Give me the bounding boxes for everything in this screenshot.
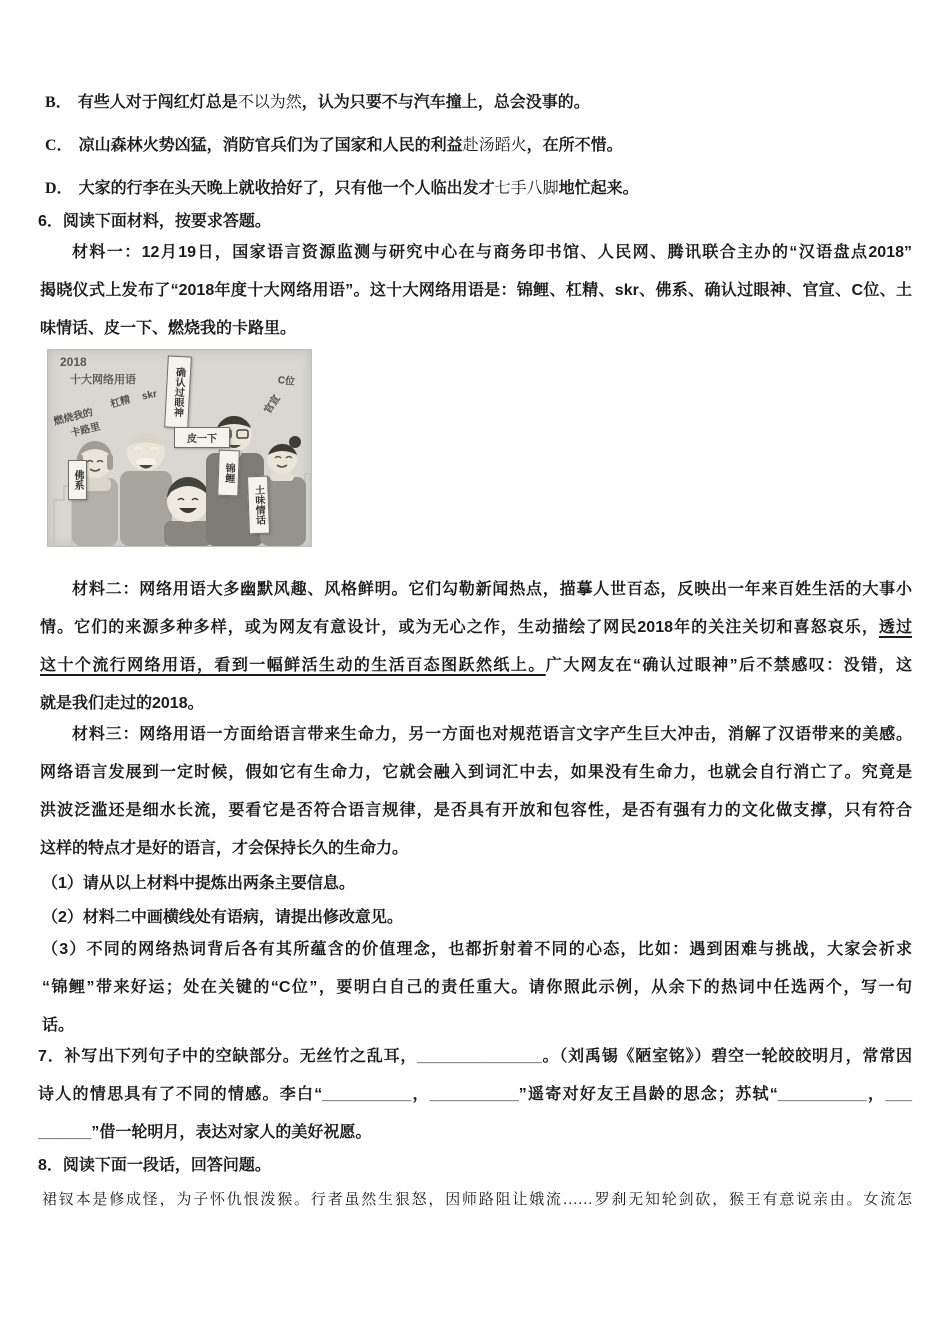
text-line: 话。 [42,1017,75,1034]
material-3 [40,716,912,868]
text-line: 洪波泛滥还是细水长流，要看它是否符合语言规律，是否具有开放和包容性，是否有强有力的文化做支撑，只有符合 [40,802,912,819]
cartoon-year-label: 2018 [60,355,87,369]
text-line [40,609,912,647]
choice-c-idiom: 赴汤蹈火 [462,137,527,154]
choice-d-label: D． [45,180,73,197]
text-line: 网络语言发展到一定时候，假如它有生命力，它就会融入到词汇中去，如果没有生命力，也就会自行消亡了。究竟是 [40,764,912,781]
text-line: 材料三：网络用语一方面给语言带来生命力，另一方面也对规范语言文字产生巨大冲击，消解了汉语带来的美感。 [72,726,912,743]
text-line: 7．补写出下列句子中的空缺部分。无丝竹之乱耳，______________。（刘禹锡《陋室铭》）碧空一轮皎皎明月，常常因 [38,1048,912,1065]
material2-underlined-start: 透过 [878,619,912,636]
text-line: 揭晓仪式上发布了“2018年度十大网络用语”。这十大网络用语是：锦鲤、杠精、skr、佛系、确认过眼神、官宣、C位、土 [40,282,912,299]
question-7 [38,1038,912,1152]
top-ten-slang-cartoon [47,349,312,547]
question-6-sub1: （1）请从以上材料中提炼出两条主要信息。 [42,875,355,892]
question-6-sub3 [42,931,912,1045]
sign-tuweiqinghua: 土味情话 [247,476,270,535]
choice-c-label: C． [45,137,73,154]
label-ranshaowode: 燃烧我的 [52,407,95,428]
text-line: 就是我们走过的2018。 [40,695,204,712]
text-line: 味情话、皮一下、燃烧我的卡路里。 [40,320,297,337]
material-1 [40,234,912,348]
choice-c-text-post: ，在所不惜。 [526,137,623,154]
text-line: 这样的特点才是好的语言，才会保持长久的生命力。 [40,840,409,857]
material2-line2-text: 情。它们的来源多种多样，或为网友有意设计，或为无心之作，生动描绘了网民2018年的关注关切和喜怒哀乐， [40,619,879,636]
label-skr: skr [141,388,158,403]
question-6-stem: 6．阅读下面材料，按要求答题。 [38,213,271,230]
material2-line3-text: 广大网友在“确认过眼神”后不禁感叹：没错，这 [545,657,912,674]
text-line: 诗人的情思具有了不同的情感。李白“__________，__________”遥寄对好友王昌龄的思念；苏轼“__________，___ [38,1086,912,1103]
choice-d [45,177,639,201]
choice-c-text-pre: 凉山森林火势凶猛，消防官兵们为了国家和人民的利益 [78,137,463,154]
question-6-sub2: （2）材料二中画横线处有语病，请提出修改意见。 [42,909,403,926]
sign-foxi: 佛系 [68,460,87,500]
label-gangjing: 杠精 [109,394,132,411]
sign-piyixia: 皮一下 [174,427,230,448]
sign-jinli: 锦鲤 [217,450,240,497]
choice-b-text-pre: 有些人对于闯红灯总是 [77,94,238,111]
choice-b-label: B． [45,94,72,111]
text-line: （3）不同的网络热词背后各有其所蕴含的价值理念，也都折射着不同的心态，比如：遇到困难与挑战，大家会祈求 [42,941,912,958]
material2-underlined-end: 这十个流行网络用语，看到一幅鲜活生动的生活百态图跃然纸上。 [40,657,546,674]
text-line: 材料一：12月19日，国家语言资源监测与研究中心在与商务印书馆、人民网、腾讯联合主办的“汉语盘点2018” [72,244,912,261]
choice-c [45,134,623,158]
text-line: “锦鲤”带来好运；处在关键的“C位”，要明白自己的责任重大。请你照此示例，从余下的热词中任选两个，写一句 [42,979,912,996]
text-line [40,647,912,685]
choice-d-text-post: 地忙起来。 [558,180,639,197]
choice-b-text-post: ，认为只要不与汽车撞上，总会没事的。 [301,94,590,111]
choice-b-idiom: 不以为然 [237,94,302,111]
material-2 [40,571,912,723]
cartoon-title-label: 十大网络用语 [70,374,136,386]
choice-d-idiom: 七手八脚 [494,180,559,197]
choice-b [45,91,590,115]
label-guanxuan: 官宣 [262,393,283,416]
question-8-passage: 裙钗本是修成怪，为子怀仇恨泼猴。行者虽然生狠怒，因师路阻让娥流……罗刹无知轮剑砍，猴王有意说亲由。女流怎 [42,1192,912,1208]
sign-querenguoyanshen: 确认过眼神 [164,355,192,428]
text-line: ______”借一轮明月，表达对家人的美好祝愿。 [38,1124,372,1141]
choice-d-text-pre: 大家的行李在头天晚上就收拾好了，只有他一个人临出发才 [78,180,495,197]
question-8-stem: 8．阅读下面一段话，回答问题。 [38,1157,271,1174]
label-cwei: C位 [277,374,296,388]
text-line: 材料二：网络用语大多幽默风趣、风格鲜明。它们勾勒新闻热点，描摹人世百态，反映出一年来百姓生活的大事小 [72,581,912,598]
label-kaluli: 卡路里 [69,421,102,440]
